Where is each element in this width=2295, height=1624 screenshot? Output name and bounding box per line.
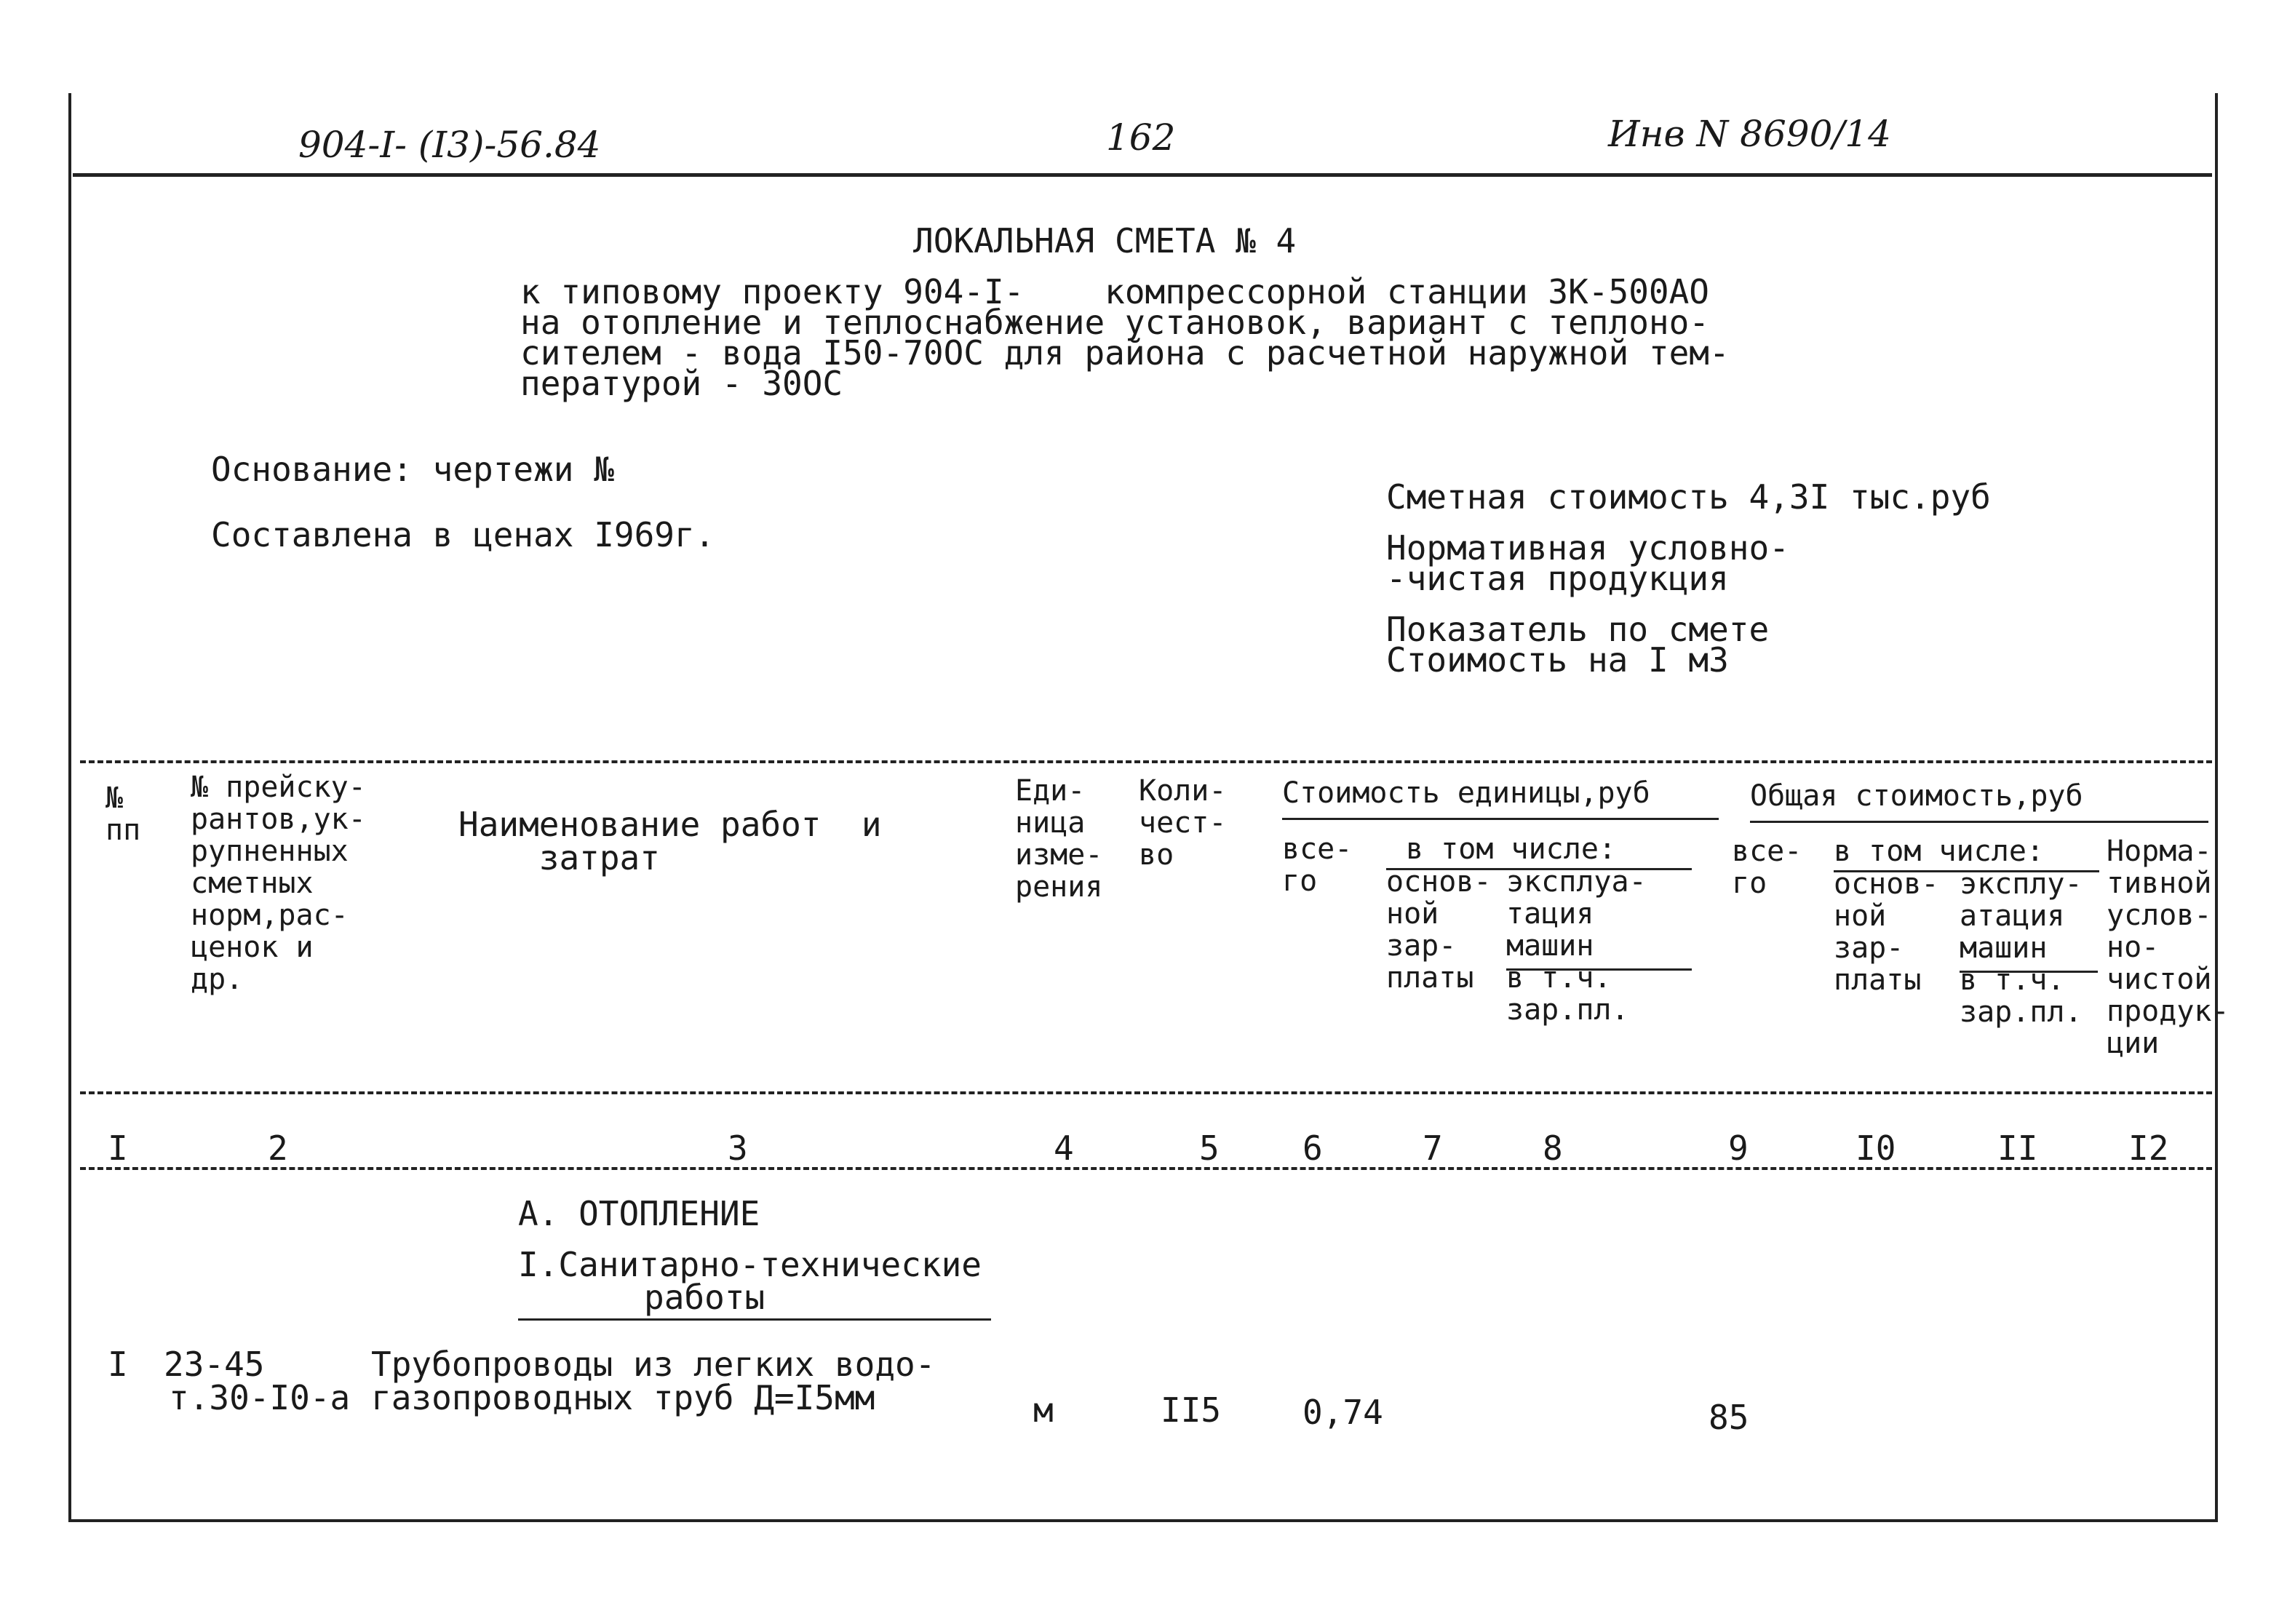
description-line-1: к типовому проекту 904-I- компрессорной станции ЗК-500АО — [520, 272, 1709, 311]
row-total-cost: 85 — [1709, 1398, 1749, 1437]
document-code: 904-I- (I3)-56.84 — [298, 124, 601, 166]
col-header-3: Наименование работ и затрат — [458, 805, 882, 877]
row-quantity: II5 — [1161, 1390, 1222, 1430]
header-bottom-rule — [80, 1091, 2212, 1094]
col-header-8: эксплуа- тация машин в т.ч. зар.пл. — [1506, 865, 1647, 1027]
col-header-2: № прейску- рантов,ук- рупненных сметных норм,рас- ценок и др. — [191, 771, 366, 996]
col-number-2: 2 — [268, 1129, 288, 1168]
total-cost-underline — [1750, 821, 2208, 823]
row-code-2: т.30-I0-а — [169, 1378, 351, 1417]
total-cost-header: Общая стоимость,руб — [1750, 779, 2083, 813]
indicator-label-2: Стоимость на I м3 — [1386, 640, 1729, 680]
col-number-9: 9 — [1728, 1129, 1749, 1168]
col-header-5: Коли- чест- во — [1139, 774, 1227, 872]
included-label-2: в том числе: — [1834, 835, 2044, 868]
unit-cost-header: Стоимость единицы,руб — [1282, 776, 1650, 810]
row-unit-cost: 0,74 — [1302, 1393, 1383, 1432]
normative-label-1: Нормативная условно- — [1386, 528, 1789, 568]
col-number-12: I2 — [2128, 1129, 2169, 1168]
description-line-4: пературой - 30ОС — [520, 364, 843, 403]
col-8-underline — [1506, 968, 1692, 971]
numbers-bottom-rule — [80, 1167, 2212, 1170]
section-title: А. ОТОПЛЕНИЕ — [518, 1194, 760, 1233]
col-number-10: I0 — [1856, 1129, 1896, 1168]
col-header-1: № пп — [106, 781, 141, 847]
col-number-7: 7 — [1423, 1129, 1443, 1168]
indicator-label-1: Показатель по смете — [1386, 610, 1770, 649]
row-unit: м — [1033, 1390, 1054, 1430]
inventory-number: Инв N 8690/14 — [1608, 113, 1891, 155]
row-name-1: Трубопроводы из легких водо- — [371, 1345, 936, 1384]
col-number-8: 8 — [1543, 1129, 1563, 1168]
col-header-11: эксплу- атация машин в т.ч. зар.пл. — [1960, 867, 2083, 1029]
subsection-underline — [518, 1318, 991, 1321]
col-number-11: II — [1997, 1129, 2038, 1168]
normative-label-2: -чистая продукция — [1386, 559, 1729, 598]
col-number-3: 3 — [728, 1129, 748, 1168]
col-header-12: Норма- тивной услов- но- чистой продук- ции — [2107, 835, 2230, 1060]
col-11-underline — [1960, 971, 2098, 973]
col-header-7: основ- ной зар- платы — [1386, 865, 1492, 995]
table-top-rule — [80, 760, 2212, 763]
row-code-1: 23-45 — [164, 1345, 265, 1384]
row-number: I — [108, 1345, 128, 1384]
col-number-1: I — [108, 1129, 128, 1168]
col-number-4: 4 — [1054, 1129, 1074, 1168]
estimated-cost: Сметная стоимость 4,3I тыс.руб — [1386, 477, 1991, 517]
subsection-title-2: работы — [644, 1278, 765, 1317]
subsection-title-1: I.Санитарно-технические — [518, 1245, 982, 1284]
unit-cost-underline — [1282, 818, 1719, 820]
included-label-1: в том числе: — [1406, 832, 1616, 866]
page-number: 162 — [1106, 116, 1176, 159]
col-number-5: 5 — [1199, 1129, 1220, 1168]
description-line-3: сителем - вода I50-70ОС для района с расчетной наружной тем- — [520, 333, 1730, 373]
col-header-4: Еди- ница изме- рения — [1015, 774, 1103, 904]
header-rule — [73, 173, 2212, 177]
row-name-2: газопроводных труб Д=I5мм — [371, 1378, 875, 1417]
col-header-10: основ- ной зар- платы — [1834, 867, 1939, 997]
basis-label: Основание: чертежи № — [211, 450, 614, 489]
prices-label: Составлена в ценах I969г. — [211, 515, 715, 554]
estimate-title: ЛОКАЛЬНАЯ СМЕТА № 4 — [913, 221, 1297, 260]
col-header-9: все- го — [1732, 835, 1802, 900]
description-line-2: на отопление и теплоснабжение установок, вариант с теплоно- — [520, 303, 1709, 342]
col-number-6: 6 — [1302, 1129, 1323, 1168]
col-header-6: все- го — [1282, 832, 1353, 898]
